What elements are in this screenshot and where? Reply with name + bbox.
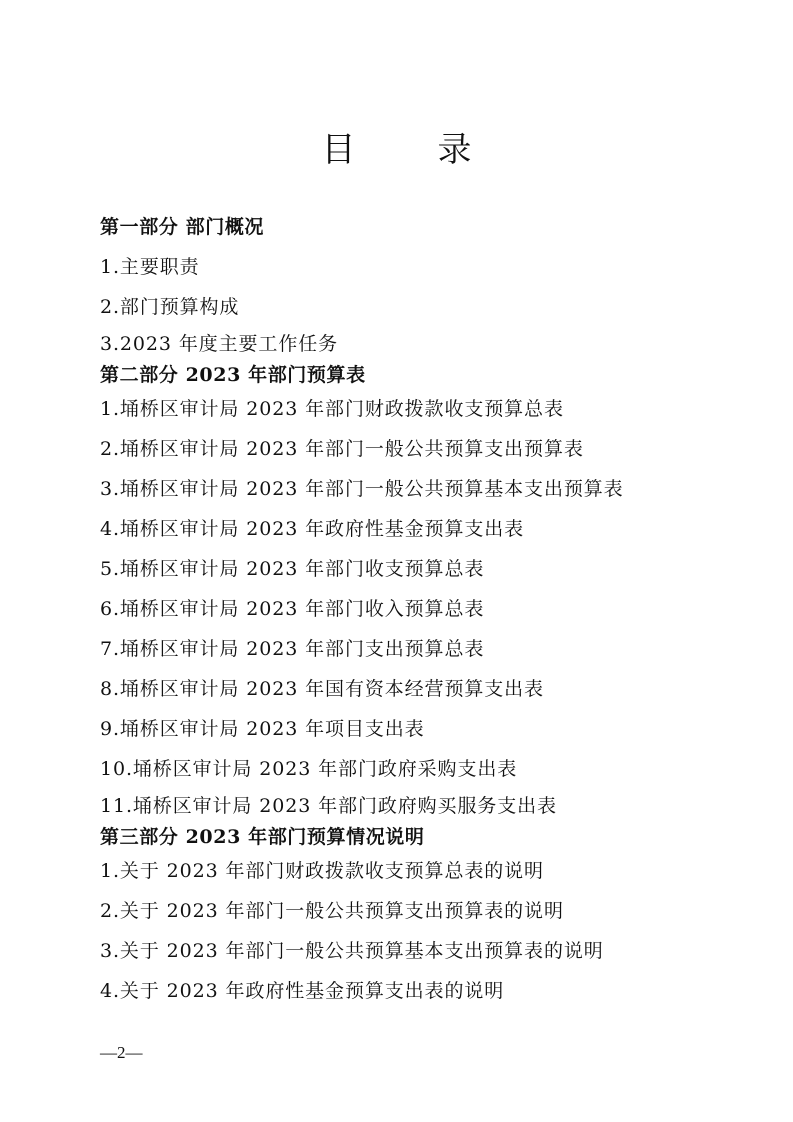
section-heading-part-3: 第三部分 2023 年部门预算情况说明 bbox=[100, 826, 425, 848]
toc-item: 1.关于 2023 年部门财政拨款收支预算总表的说明 bbox=[100, 860, 544, 882]
toc-item: 2.部门预算构成 bbox=[100, 296, 240, 318]
section-heading-part-1: 第一部分 部门概况 bbox=[100, 216, 265, 238]
table-of-contents bbox=[100, 207, 760, 1011]
toc-item: 10.埇桥区审计局 2023 年部门政府采购支出表 bbox=[100, 758, 518, 780]
toc-item: 8.埇桥区审计局 2023 年国有资本经营预算支出表 bbox=[100, 678, 544, 700]
section-heading-part-2: 第二部分 2023 年部门预算表 bbox=[100, 364, 366, 386]
toc-item: 2.埇桥区审计局 2023 年部门一般公共预算支出预算表 bbox=[100, 438, 584, 460]
page-title: 目 录 bbox=[321, 130, 496, 170]
toc-item: 4.埇桥区审计局 2023 年政府性基金预算支出表 bbox=[100, 518, 525, 540]
toc-item: 7.埇桥区审计局 2023 年部门支出预算总表 bbox=[100, 638, 485, 660]
page-number: —2— bbox=[100, 1043, 143, 1062]
toc-item: 3.埇桥区审计局 2023 年部门一般公共预算基本支出预算表 bbox=[100, 478, 624, 500]
toc-item: 9.埇桥区审计局 2023 年项目支出表 bbox=[100, 718, 425, 740]
toc-item: 5.埇桥区审计局 2023 年部门收支预算总表 bbox=[100, 558, 485, 580]
toc-item: 11.埇桥区审计局 2023 年部门政府购买服务支出表 bbox=[100, 795, 557, 817]
toc-item: 6.埇桥区审计局 2023 年部门收入预算总表 bbox=[100, 598, 485, 620]
toc-item: 1.主要职责 bbox=[100, 256, 200, 278]
toc-item: 1.埇桥区审计局 2023 年部门财政拨款收支预算总表 bbox=[100, 398, 564, 420]
toc-item: 4.关于 2023 年政府性基金预算支出表的说明 bbox=[100, 980, 505, 1002]
toc-item: 2.关于 2023 年部门一般公共预算支出预算表的说明 bbox=[100, 900, 564, 922]
toc-item: 3.2023 年度主要工作任务 bbox=[100, 333, 339, 355]
toc-item: 3.关于 2023 年部门一般公共预算基本支出预算表的说明 bbox=[100, 940, 604, 962]
